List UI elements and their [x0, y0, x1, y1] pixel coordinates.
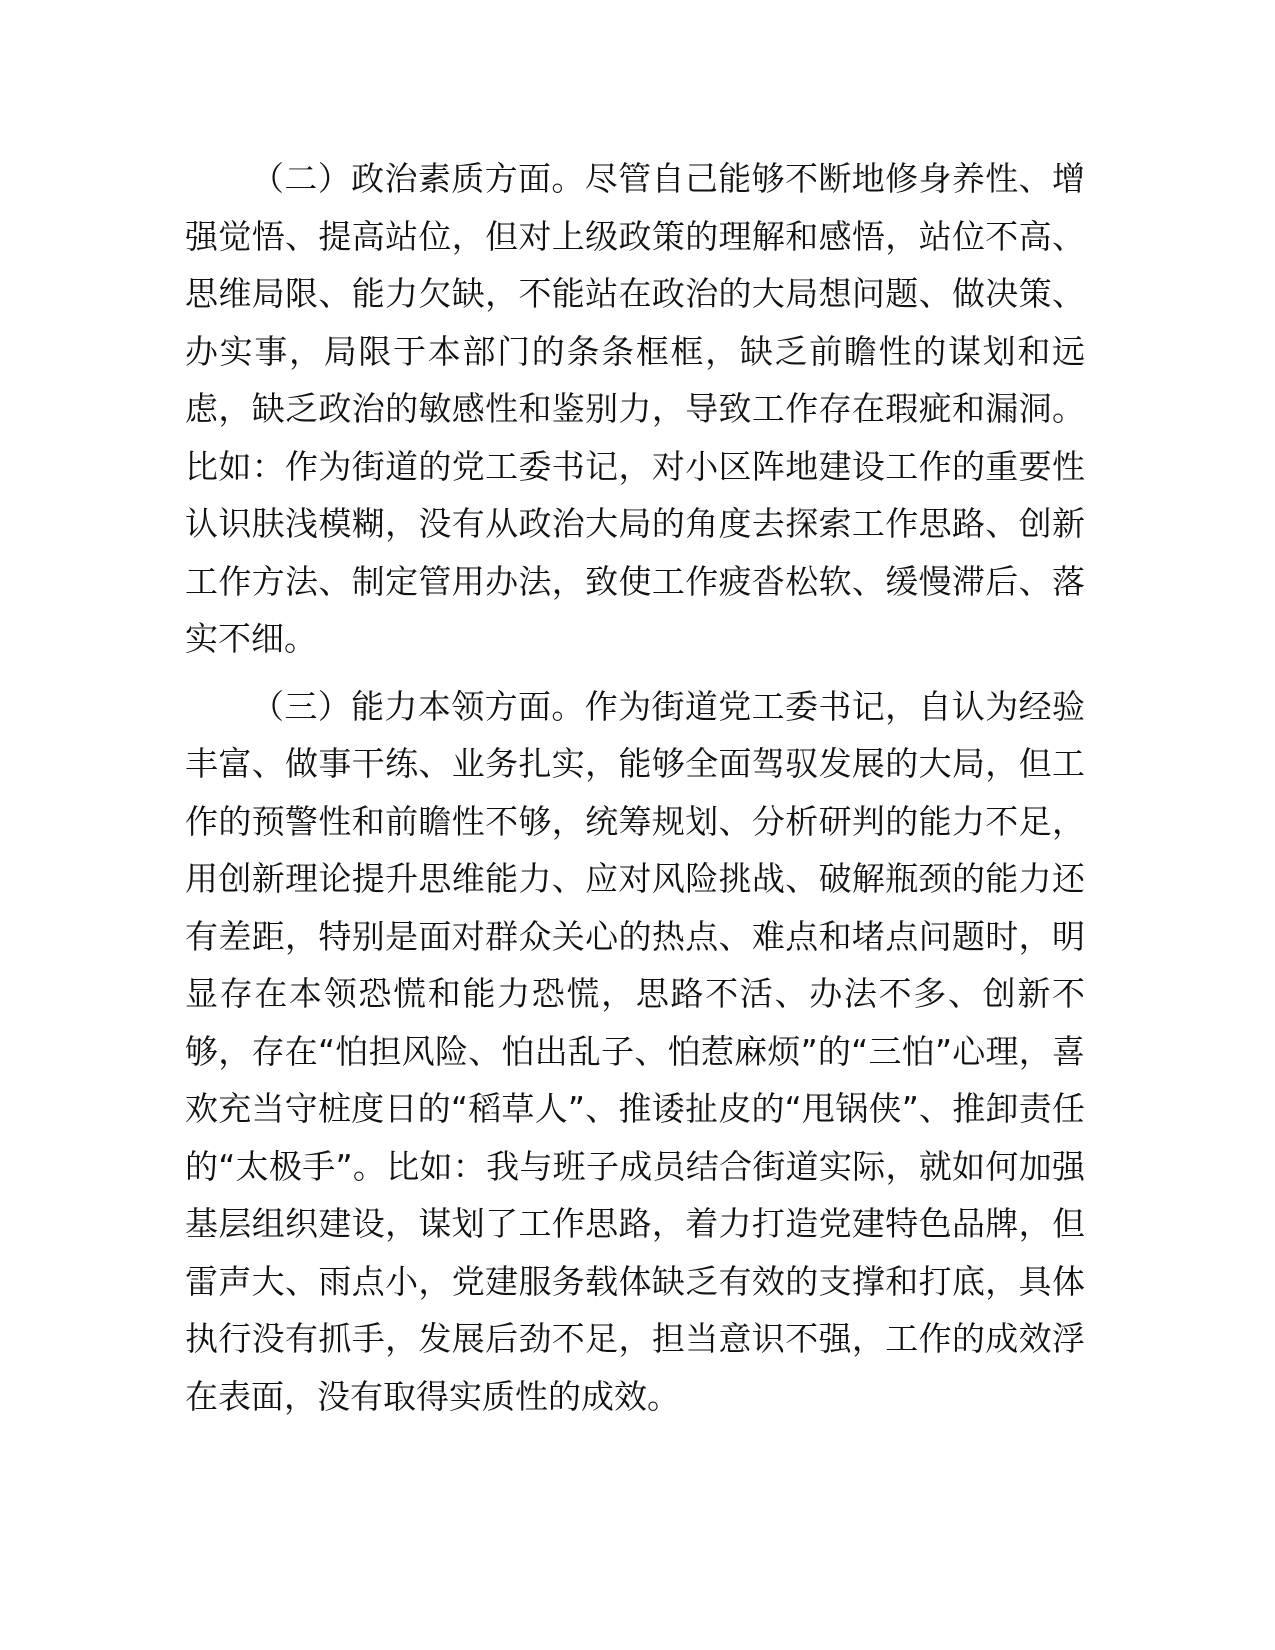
paragraph-ability-skills: （三）能力本领方面。作为街道党工委书记，自认为经验丰富、做事干练、业务扎实，能够全面驾驭发展的大局，但工作的预警性和前瞻性不够，统筹规划、分析研判的能力不足，用创新理论提升思维能力、应对风险挑战、破解瓶颈的能力还有差距，特别是面对群众关心的热点、难点和堵点问题时，明显存在本领恐慌和能力恐慌，思路不活、办法不多、创新不够，存在“怕担风险、怕出乱子、怕惹麻烦”的“三怕”心理，喜欢充当守桩度日的“稻草人”、推诿扯皮的“甩锅侠”、推卸责任的“太极手”。比如：我与班子成员结合街道实际，就如何加强基层组织建设，谋划了工作思路，着力打造党建特色品牌，但雷声大、雨点小，党建服务载体缺乏有效的支撑和打底，具体执行没有抓手，发展后劲不足，担当意识不强，工作的成效浮在表面，没有取得实质性的成效。 [185, 686, 1085, 1416]
document-body [185, 150, 1085, 1425]
paragraph-political-quality: （二）政治素质方面。尽管自己能够不断地修身养性、增强觉悟、提高站位，但对上级政策的理解和感悟，站位不高、思维局限、能力欠缺，不能站在政治的大局想问题、做决策、办实事，局限于本部门的条条框框，缺乏前瞻性的谋划和远虑，缺乏政治的敏感性和鉴别力，导致工作存在瑕疵和漏洞。比如：作为街道的党工委书记，对小区阵地建设工作的重要性认识肤浅模糊，没有从政治大局的角度去探索工作思路、创新工作方法、制定管用办法，致使工作疲沓松软、缓慢滞后、落实不细。 [185, 159, 1085, 658]
